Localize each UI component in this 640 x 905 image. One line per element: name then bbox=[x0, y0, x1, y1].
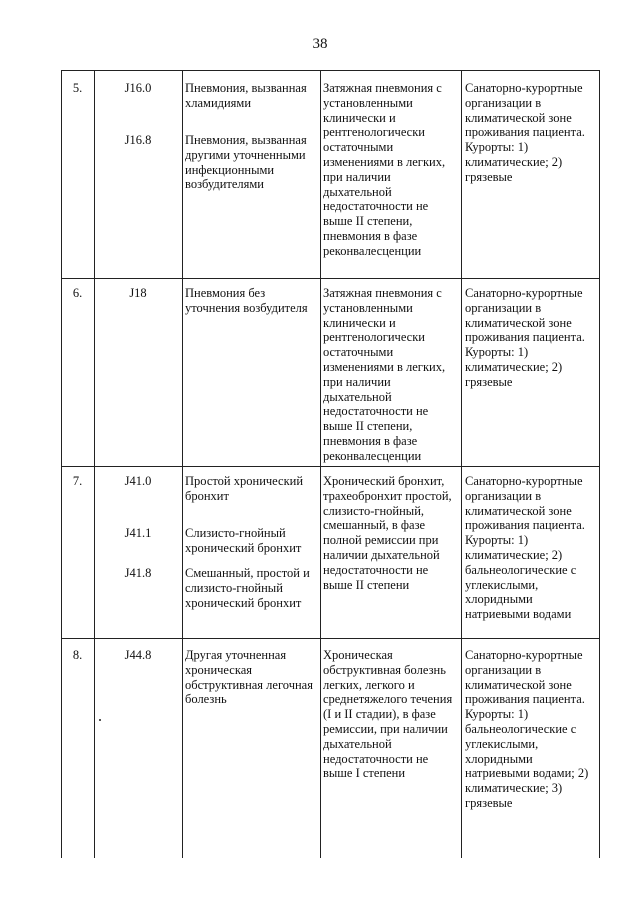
icd-code: J41.8 bbox=[124, 566, 152, 580]
condition-text: Хроническая обструктивная болезнь легких, легкого и среднетяжелого течения (I и II стадии), в фазе ремиссии, при наличии дыхательной недостаточности не выше I степени bbox=[323, 648, 453, 781]
resort-text: Санаторно-курортные организации в климатической зоне проживания пациента. Курорты: 1) бальнеологические с углекислыми, хлоридными натриевыми водами; 2) климатические; 3) грязевые bbox=[465, 648, 589, 810]
icd-code: J41.0 bbox=[124, 474, 152, 488]
disease-name: Пневмония без уточнения возбудителя bbox=[185, 286, 308, 315]
disease-name: Смешанный, простой и слизисто-гнойный хронический бронхит bbox=[185, 566, 310, 610]
table-border-left bbox=[61, 70, 62, 858]
disease-name: Другая уточненная хроническая обструктивная легочная болезнь bbox=[185, 648, 313, 707]
disease-name: Пневмония, вызванная другими уточненными инфекционными возбудителями bbox=[185, 133, 307, 192]
scan-speck bbox=[99, 719, 101, 721]
column-divider bbox=[461, 70, 462, 858]
icd-code: J18 bbox=[129, 286, 147, 300]
table-border-top bbox=[61, 70, 600, 71]
resort-text: Санаторно-курортные организации в климатической зоне проживания пациента. Курорты: 1) климатические; 2) грязевые bbox=[465, 286, 585, 389]
row-number: 8. bbox=[72, 648, 83, 662]
disease-name: Пневмония, вызванная хламидиями bbox=[185, 81, 307, 110]
resort-text: Санаторно-курортные организации в климатической зоне проживания пациента. Курорты: 1) климатические; 2) бальнеологические с углекислыми, хлоридными натриевыми водами bbox=[465, 474, 585, 622]
disease-name: Слизисто-гнойный хронический бронхит bbox=[185, 526, 302, 555]
icd-code: J41.1 bbox=[124, 526, 152, 540]
row-number: 7. bbox=[72, 474, 83, 488]
resort-text: Санаторно-курортные организации в климатической зоне проживания пациента. Курорты: 1) климатические; 2) грязевые bbox=[465, 81, 585, 184]
row-divider bbox=[61, 638, 600, 639]
row-number: 5. bbox=[72, 81, 83, 95]
column-divider bbox=[94, 70, 95, 858]
row-divider bbox=[61, 278, 600, 279]
indications-table bbox=[61, 70, 600, 858]
condition-text: Затяжная пневмония с установленными клинически и рентгенологически остаточными изменениями в легких, при наличии дыхательной недостаточности не выше II степени, пневмония в фазе реконвалесценции bbox=[323, 286, 446, 463]
disease-name: Простой хронический бронхит bbox=[185, 474, 304, 503]
column-divider bbox=[182, 70, 183, 858]
column-divider bbox=[320, 70, 321, 858]
row-number: 6. bbox=[72, 286, 83, 300]
condition-text: Затяжная пневмония с установленными клинически и рентгенологически остаточными изменениями в легких, при наличии дыхательной недостаточности не выше II степени, пневмония в фазе реконвалесценции bbox=[323, 81, 446, 258]
condition-text: Хронический бронхит, трахеобронхит простой, слизисто-гнойный, смешанный, в фазе полной ремиссии при наличии дыхательной недостаточности не выше II степени bbox=[323, 474, 452, 592]
page-number: 38 bbox=[312, 36, 328, 52]
icd-code: J16.0 bbox=[124, 81, 152, 95]
icd-code: J16.8 bbox=[124, 133, 152, 147]
row-divider bbox=[61, 466, 600, 467]
icd-code: J44.8 bbox=[124, 648, 152, 662]
